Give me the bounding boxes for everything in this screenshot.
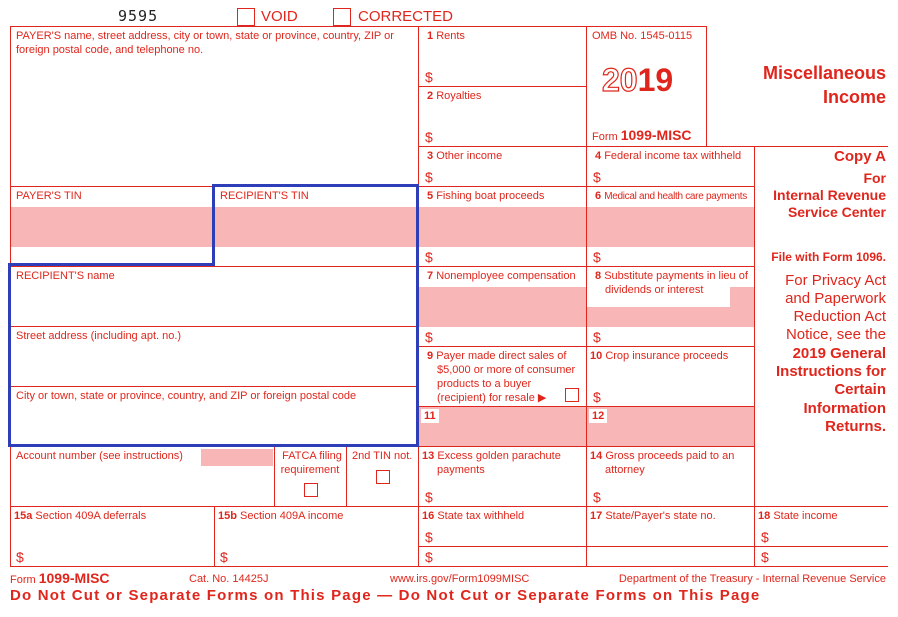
- box3-dollar: $: [425, 169, 433, 185]
- cut-warning: Do Not Cut or Separate Forms on This Page — Do Not Cut or Separate Forms on This Page: [10, 587, 761, 604]
- box4-text: Federal income tax withheld: [604, 150, 742, 162]
- box4-label: [595, 149, 741, 163]
- corrected-label: CORRECTED: [358, 8, 454, 25]
- box8-dollar: $: [593, 329, 601, 345]
- box16-input-1[interactable]: [438, 525, 584, 545]
- vline-706: [706, 26, 707, 146]
- line-city: [10, 386, 418, 387]
- box3-number: 3: [427, 150, 434, 162]
- box8-input[interactable]: [606, 307, 752, 345]
- box16-text: State tax withheld: [437, 510, 525, 522]
- box13-input[interactable]: [438, 478, 584, 505]
- box6-label: [595, 189, 747, 204]
- vline-15b: [214, 506, 215, 566]
- box9-number: 9: [427, 350, 434, 362]
- box8-number: 8: [595, 270, 602, 282]
- box5-number: 5: [427, 190, 434, 202]
- box14-dollar: $: [593, 489, 601, 505]
- box15a-text: Section 409A deferrals: [35, 510, 147, 522]
- footer-form-code: 1099-MISC: [38, 570, 110, 586]
- box4-input[interactable]: [606, 163, 752, 185]
- footer-cat-no: Cat. No. 14425J: [189, 573, 269, 585]
- box4-dollar: $: [593, 169, 601, 185]
- omb-form-name: [592, 127, 692, 143]
- box18-input-2[interactable]: [774, 547, 886, 565]
- box11-number: 11: [421, 409, 439, 423]
- form-title-2: Income: [822, 87, 886, 107]
- box12-number: 12: [589, 409, 607, 423]
- corrected-checkbox[interactable]: [333, 8, 351, 26]
- box13-label-1: [422, 449, 561, 463]
- box14-number: 14: [590, 450, 603, 462]
- box13-dollar: $: [425, 489, 433, 505]
- box18-input-1[interactable]: [774, 525, 886, 545]
- box9-text-4: (recipient) for resale ▶: [437, 392, 547, 404]
- vline-fatca: [274, 446, 275, 506]
- privacy-line-2: and Paperwork: [785, 290, 886, 307]
- box8-text-1: Substitute payments in lieu of: [604, 270, 748, 282]
- privacy-line-5: 2019 General: [792, 345, 886, 362]
- line-bottom: [10, 566, 888, 567]
- box5-text: Fishing boat proceeds: [436, 190, 545, 202]
- box9-text-3: products to a buyer: [437, 378, 532, 390]
- fatca-label-1: FATCA filing: [282, 450, 342, 462]
- box5-input[interactable]: [438, 207, 584, 265]
- tax-year: [602, 62, 673, 98]
- box3-input[interactable]: [438, 163, 584, 185]
- box17-number: 17: [590, 510, 603, 522]
- box16-dollar-1: $: [425, 529, 433, 545]
- box6-number: 6: [595, 190, 602, 202]
- box14-text-2: attorney: [605, 464, 645, 476]
- vline-586: [586, 26, 587, 566]
- fatca-checkbox[interactable]: [304, 483, 318, 497]
- box1-text: Rents: [436, 30, 465, 42]
- box17-label: [590, 509, 716, 523]
- for-label: For: [863, 170, 886, 186]
- box14-label-1: [590, 449, 734, 463]
- box12-input[interactable]: [606, 407, 752, 445]
- privacy-line-7: Certain: [834, 381, 886, 398]
- box13-number: 13: [422, 450, 435, 462]
- account-number-input[interactable]: [11, 466, 273, 505]
- privacy-line-6: Instructions for: [775, 363, 886, 380]
- recipient-highlight-left: [8, 263, 11, 447]
- box15b-number: 15b: [218, 510, 237, 522]
- box2-text: Royalties: [436, 90, 482, 102]
- line-street: [10, 326, 418, 327]
- street-address-label: Street address (including apt. no.): [16, 330, 182, 342]
- recipient-highlight-right: [416, 206, 419, 447]
- box7-text: Nonemployee compensation: [436, 270, 576, 282]
- box4-number: 4: [595, 150, 602, 162]
- file-with-1096: File with Form 1096.: [771, 250, 886, 264]
- box16-label: [422, 509, 524, 523]
- omb-form-prefix: Form: [592, 131, 618, 143]
- box14-text-1: Gross proceeds paid to an: [605, 450, 735, 462]
- box13-text-1: Excess golden parachute: [437, 450, 561, 462]
- pink-fill-account: [201, 449, 273, 466]
- recipient-highlight-step: [8, 263, 215, 266]
- box1-input[interactable]: [438, 45, 584, 85]
- form-title-1: Miscellaneous: [762, 63, 886, 83]
- vline-2ndtin: [346, 446, 347, 506]
- recipient-name-label: RECIPIENT'S name: [16, 270, 115, 282]
- box15b-label: [218, 509, 343, 523]
- payer-tin-input[interactable]: [11, 207, 213, 265]
- box10-dollar: $: [593, 389, 601, 405]
- vline-754: [754, 146, 755, 566]
- box7-input[interactable]: [438, 287, 584, 345]
- box2-label: [427, 89, 481, 103]
- irs-label-2: Service Center: [787, 204, 886, 220]
- box10-text: Crop insurance proceeds: [605, 350, 729, 362]
- void-checkbox[interactable]: [237, 8, 255, 26]
- privacy-line-3: Reduction Act: [793, 308, 886, 325]
- box17-input-2[interactable]: [588, 547, 752, 565]
- box15a-dollar: $: [16, 549, 24, 565]
- privacy-line-8: Information: [803, 400, 886, 417]
- city-input[interactable]: [11, 405, 417, 445]
- box16-number: 16: [422, 510, 435, 522]
- box18-dollar-2: $: [761, 549, 769, 565]
- box3-label: [427, 149, 502, 163]
- tax-year-bold: 19: [637, 62, 674, 98]
- box11-input[interactable]: [438, 407, 584, 445]
- box17-text: State/Payer's state no.: [605, 510, 716, 522]
- box9-text-1: Payer made direct sales of: [436, 350, 567, 362]
- box16-input-2[interactable]: [438, 547, 584, 565]
- box18-label: [758, 509, 838, 523]
- account-number-label: Account number (see instructions): [16, 450, 183, 462]
- box2-dollar: $: [425, 129, 433, 145]
- box3-text: Other income: [436, 150, 503, 162]
- recipient-tin-label: RECIPIENT'S TIN: [220, 190, 309, 202]
- box15b-text: Section 409A income: [240, 510, 344, 522]
- street-address-input[interactable]: [11, 345, 417, 385]
- line-row15: [10, 506, 888, 507]
- control-number: 9595: [118, 7, 159, 25]
- box15a-label: [14, 509, 146, 523]
- box2-input[interactable]: [438, 105, 584, 145]
- box1-number: 1: [427, 30, 434, 42]
- box7-dollar: $: [425, 329, 433, 345]
- city-label: City or town, state or province, country, and ZIP or foreign postal code: [16, 390, 357, 402]
- box8-label-1: [595, 269, 748, 283]
- box6-input[interactable]: [606, 207, 752, 265]
- box5-dollar: $: [425, 249, 433, 265]
- box15b-input[interactable]: [234, 525, 416, 565]
- box1-label: [427, 29, 465, 43]
- line-top: [10, 26, 706, 27]
- payer-tin-label: PAYER'S TIN: [16, 190, 82, 202]
- box15b-dollar: $: [220, 549, 228, 565]
- box10-label: [590, 349, 728, 363]
- box7-number: 7: [427, 270, 434, 282]
- omb-number: OMB No. 1545-0115: [592, 30, 693, 42]
- box1-dollar: $: [425, 69, 433, 85]
- box5-label: [427, 189, 544, 203]
- box8-text-2: dividends or interest: [605, 284, 704, 296]
- box9-label-1: [427, 349, 566, 363]
- box15a-input[interactable]: [30, 525, 212, 565]
- box6-dollar: $: [593, 249, 601, 265]
- privacy-line-4: Notice, see the: [785, 326, 886, 343]
- box6-text: Medical and health care payments: [604, 191, 747, 202]
- box7-label: [427, 269, 576, 283]
- box14-input[interactable]: [606, 478, 752, 505]
- recipient-highlight-bottom: [8, 444, 419, 447]
- box9-checkbox[interactable]: [565, 388, 579, 402]
- omb-form-code: 1099-MISC: [620, 127, 692, 143]
- second-tin-label: 2nd TIN not.: [352, 450, 413, 462]
- privacy-line-1: For Privacy Act: [785, 272, 886, 289]
- box10-number: 10: [590, 350, 603, 362]
- box13-text-2: payments: [437, 464, 485, 476]
- box18-dollar-1: $: [761, 529, 769, 545]
- box15a-number: 15a: [14, 510, 33, 522]
- line-row7: [10, 266, 754, 267]
- copy-a-label: Copy A: [834, 148, 886, 165]
- footer-url: www.irs.gov/Form1099MISC: [390, 573, 530, 585]
- payer-info-input[interactable]: [11, 60, 417, 185]
- box18-text: State income: [773, 510, 838, 522]
- tax-year-light: 20: [602, 62, 638, 98]
- box18-number: 18: [758, 510, 771, 522]
- box16-dollar-2: $: [425, 549, 433, 565]
- line-row3: [418, 146, 888, 147]
- footer-form-prefix: Form: [10, 574, 36, 586]
- fatca-label-2: requirement: [280, 464, 340, 476]
- irs-label-1: Internal Revenue: [773, 187, 886, 203]
- void-label: VOID: [261, 8, 298, 25]
- line-b1-b2: [418, 86, 586, 87]
- box17-input-1[interactable]: [588, 525, 752, 545]
- box10-input[interactable]: [606, 365, 752, 405]
- pink-fill-box8-top: [730, 287, 754, 307]
- footer-dept: Department of the Treasury - Internal Revenue Service: [618, 573, 886, 585]
- box2-number: 2: [427, 90, 434, 102]
- payer-info-label: PAYER'S name, street address, city or town, state or province, country, ZIP or foreign postal code, and telephone no.: [16, 30, 394, 56]
- privacy-line-9: Returns.: [825, 418, 886, 435]
- recipient-highlight-top: [212, 184, 419, 208]
- recipient-name-input[interactable]: [11, 285, 417, 325]
- recipient-highlight-mid: [212, 206, 215, 266]
- box9-text-2: $5,000 or more of consumer: [437, 364, 576, 376]
- footer-form-name: [10, 570, 110, 586]
- second-tin-checkbox[interactable]: [376, 470, 390, 484]
- recipient-tin-input[interactable]: [215, 207, 417, 265]
